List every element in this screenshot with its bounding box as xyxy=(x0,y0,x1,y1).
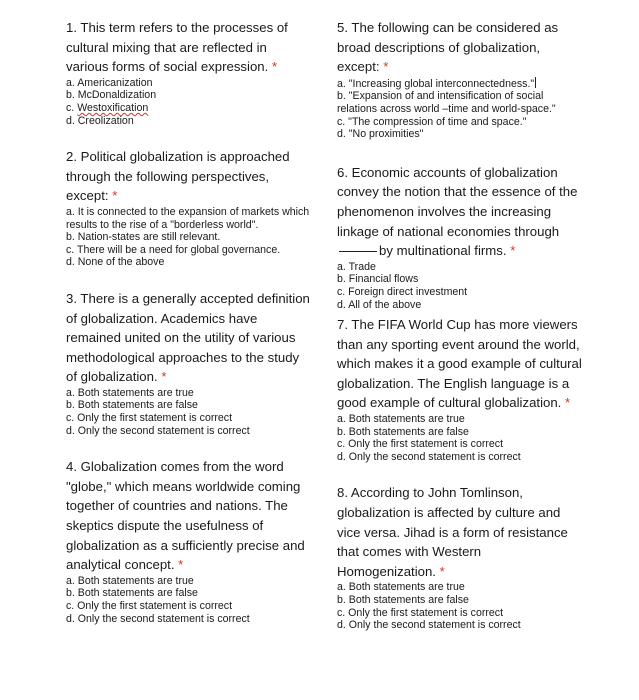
required-marker: * xyxy=(383,59,389,75)
question-4-text: 4. Globalization comes from the word "globe," which means worldwide coming together of countries and nations. The skeptics dispute the usefulness of globalization as a sufficiently precise and analytical concept. * xyxy=(66,459,305,573)
left-column xyxy=(66,18,311,625)
option-a[interactable]: a. "Increasing global interconnectedness." xyxy=(337,77,535,90)
option-c[interactable]: c. Only the first statement is correct xyxy=(337,438,504,451)
question-8 xyxy=(337,483,582,631)
option-a[interactable]: a. Trade xyxy=(337,260,376,273)
question-3 xyxy=(66,289,311,437)
required-marker: * xyxy=(161,369,167,385)
question-8-text: 8. According to John Tomlinson, globalization is affected by culture and vice versa. Jihad is a form of resistance that comes with Western Homogenization. * xyxy=(337,485,568,579)
question-7-text: 7. The FIFA World Cup has more viewers than any sporting event around the world, which makes it a good example of cultural globalization. The English language is a good example of cultural globalization. * xyxy=(337,317,582,411)
option-a[interactable]: a. Both statements are true xyxy=(66,386,194,399)
question-3-text: 3. There is a generally accepted definition of globalization. Academics have remained united on the utility of various methodological approaches to the study of globalization. * xyxy=(66,290,310,385)
option-d[interactable]: d. All of the above xyxy=(337,298,422,311)
option-d[interactable]: d. Only the second statement is correct xyxy=(337,450,521,463)
question-2-text: 2. Political globalization is approached through the following perspectives, except: * xyxy=(66,149,290,204)
option-d[interactable]: d. Only the second statement is correct xyxy=(66,612,250,625)
required-marker: * xyxy=(510,243,516,259)
question-5-options xyxy=(337,77,582,141)
required-marker: * xyxy=(178,557,184,573)
question-5 xyxy=(337,18,582,141)
question-6-text: 6. Economic accounts of globalization convey the notion that the essence of the phenomenon involves the increasing linkage of national economies throughby multinational firms. * xyxy=(337,164,578,259)
option-a[interactable]: a. Both statements are true xyxy=(66,574,194,587)
fill-in-blank xyxy=(339,251,377,252)
option-b[interactable]: b. Both statements are false xyxy=(337,425,469,438)
question-5-text: 5. The following can be considered as broad descriptions of globalization, except: * xyxy=(337,20,559,75)
option-a[interactable]: a. Both statements are true xyxy=(337,581,465,594)
required-marker: * xyxy=(565,395,571,411)
question-4-options xyxy=(66,575,311,625)
question-6 xyxy=(337,163,582,311)
question-1-options xyxy=(66,77,311,127)
question-3-options xyxy=(66,387,311,437)
option-a[interactable]: a. Both statements are true xyxy=(337,413,465,426)
option-c[interactable]: c. Only the first statement is correct xyxy=(66,600,233,612)
question-1 xyxy=(66,18,311,127)
option-c[interactable]: c. "The compression of time and space." xyxy=(337,115,527,128)
option-d[interactable]: d. Only the second statement is correct xyxy=(337,619,521,632)
required-marker: * xyxy=(271,59,278,75)
required-marker: * xyxy=(439,563,445,579)
option-c[interactable]: c. Foreign direct investment xyxy=(337,285,468,298)
option-c[interactable]: c. Westoxification xyxy=(66,101,149,114)
option-b[interactable]: b. McDonaldization xyxy=(66,89,157,102)
question-4 xyxy=(66,457,311,625)
option-b[interactable]: b. Both statements are false xyxy=(337,594,469,606)
option-c[interactable]: c. Only the first statement is correct xyxy=(66,412,233,425)
right-column xyxy=(337,18,582,632)
option-a[interactable]: a. It is connected to the expansion of markets which results to the rise of a "borderless world". xyxy=(66,205,310,231)
question-7 xyxy=(337,315,582,463)
option-d[interactable]: d. Only the second statement is correct xyxy=(66,424,250,437)
option-b[interactable]: b. Nation-states are still relevant. xyxy=(66,231,221,244)
option-b[interactable]: b. Financial flows xyxy=(337,273,419,286)
option-d[interactable]: d. None of the above xyxy=(66,256,165,269)
question-1-text: 1. This term refers to the processes of cultural mixing that are reflected in various forms of social expression. * xyxy=(66,20,288,75)
option-b[interactable]: b. Both statements are false xyxy=(66,587,198,600)
option-b[interactable]: b. Both statements are false xyxy=(66,399,198,412)
question-7-options xyxy=(337,413,582,463)
option-c[interactable]: c. Only the first statement is correct xyxy=(337,606,504,619)
question-8-options xyxy=(337,581,582,631)
question-2 xyxy=(66,147,311,269)
option-d[interactable]: d. Creolization xyxy=(66,114,134,127)
misspelled-word: Westoxification xyxy=(77,101,149,114)
text-cursor xyxy=(535,77,536,88)
option-a[interactable]: a. Americanization xyxy=(66,76,153,89)
question-6-options xyxy=(337,261,582,311)
option-b[interactable]: b. "Expansion of and intensification of social relations across world –time and world-space." xyxy=(337,90,556,115)
question-2-options xyxy=(66,206,311,269)
required-marker: * xyxy=(112,188,118,204)
option-d[interactable]: d. "No proximities" xyxy=(337,128,424,141)
option-c[interactable]: c. There will be a need for global governance. xyxy=(66,243,281,256)
